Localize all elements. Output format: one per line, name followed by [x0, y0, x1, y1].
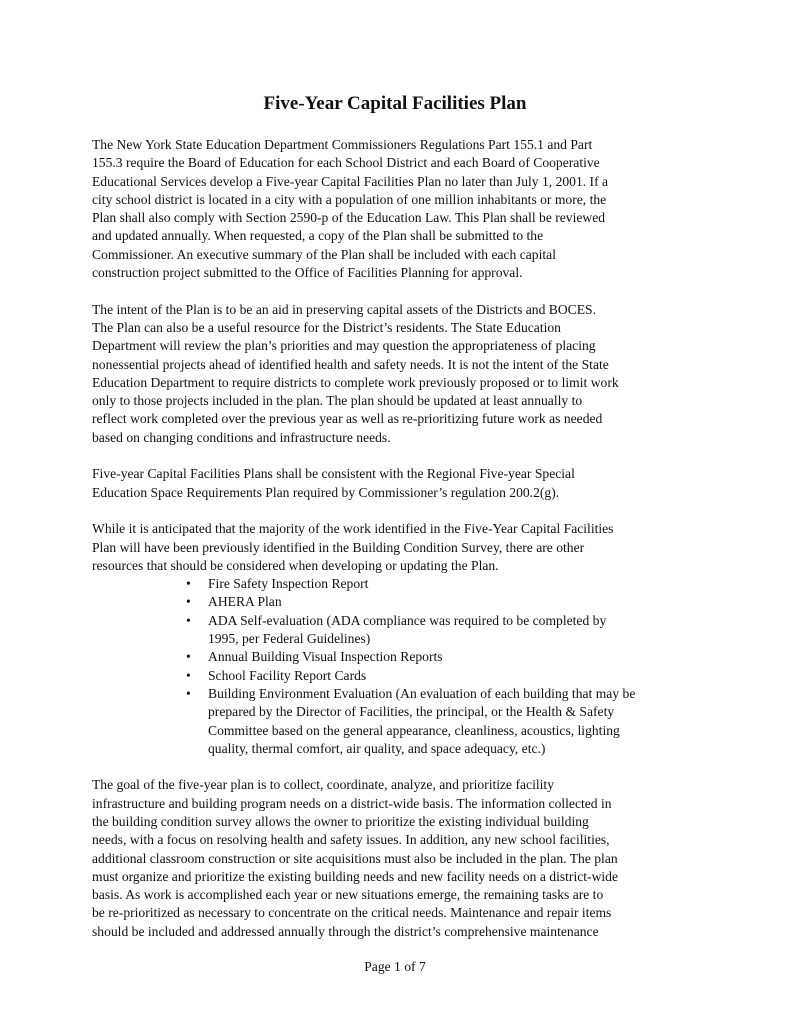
intent-paragraph — [92, 301, 702, 447]
text-line: only to those projects included in the plan. The plan should be updated at least annually to — [92, 393, 583, 409]
list-item — [92, 612, 702, 649]
text-line: Fire Safety Inspection Report — [208, 576, 369, 592]
text-line: ADA Self-evaluation (ADA compliance was required to be completed by — [208, 612, 607, 628]
text-line: Building Environment Evaluation (An evaluation of each building that may be — [208, 685, 636, 701]
text-line: Education Department to require districts to complete work previously proposed or to limit work — [92, 374, 619, 390]
text-line: 155.3 require the Board of Education for each School District and each Board of Cooperative — [92, 155, 600, 171]
bullet-icon: • — [186, 612, 191, 628]
text-line: must organize and prioritize the existing building needs and new facility needs on a district-wide — [92, 868, 618, 884]
bullet-icon: • — [186, 594, 191, 610]
text-line: resources that should be considered when developing or updating the Plan. — [92, 557, 499, 573]
text-line: While it is anticipated that the majority of the work identified in the Five-Year Capital Facilities — [92, 521, 614, 537]
text-line: be re-prioritized as necessary to concentrate on the critical needs. Maintenance and repair items — [92, 905, 612, 921]
list-item — [92, 575, 702, 593]
resources-paragraph — [92, 520, 702, 575]
text-line: basis. As work is accomplished each year or new situations emerge, the remaining tasks are to — [92, 887, 604, 903]
intro-paragraph — [92, 136, 702, 282]
text-line: Annual Building Visual Inspection Reports — [208, 649, 443, 665]
document-body — [92, 136, 702, 959]
consistency-paragraph — [92, 465, 702, 502]
text-line: additional classroom construction or site acquisitions must also be included in the plan. The plan — [92, 850, 618, 866]
text-line: 1995, per Federal Guidelines) — [208, 631, 371, 647]
bullet-icon: • — [186, 685, 191, 701]
text-line: The New York State Education Department Commissioners Regulations Part 155.1 and Part — [92, 137, 593, 152]
text-line: based on changing conditions and infrastructure needs. — [92, 429, 391, 445]
text-line: nonessential projects ahead of identified health and safety needs. It is not the intent of the State — [92, 356, 609, 372]
text-line: AHERA Plan — [208, 594, 282, 610]
text-line: The goal of the five-year plan is to collect, coordinate, analyze, and prioritize facility — [92, 777, 554, 793]
text-line: School Facility Report Cards — [208, 667, 367, 683]
text-line: Commissioner. An executive summary of the Plan shall be included with each capital — [92, 246, 556, 262]
list-item — [92, 593, 702, 611]
text-line: The Plan can also be a useful resource for the District’s residents. The State Education — [92, 319, 561, 335]
bullet-icon: • — [186, 667, 191, 683]
resources-list — [92, 575, 702, 758]
text-line: should be included and addressed annually through the district’s comprehensive maintenance — [92, 923, 599, 939]
text-line: prepared by the Director of Facilities, the principal, or the Health & Safety — [208, 704, 615, 720]
text-line: Department will review the plan’s priorities and may question the appropriateness of placing — [92, 338, 596, 354]
text-line: infrastructure and building program needs on a district-wide basis. The information collected in — [92, 795, 612, 811]
text-line: construction project submitted to the Office of Facilities Planning for approval. — [92, 265, 523, 281]
list-item — [92, 685, 702, 758]
list-item — [92, 667, 702, 685]
text-line: Educational Services develop a Five-year Capital Facilities Plan no later than July 1, 2001. If a — [92, 173, 609, 189]
page-number: Page 1 of 7 — [364, 959, 426, 974]
bullet-icon: • — [186, 576, 191, 592]
text-line: Plan shall also comply with Section 2590-p of the Education Law. This Plan shall be reviewed — [92, 210, 606, 226]
text-line: Five-year Capital Facilities Plans shall be consistent with the Regional Five-year Special — [92, 466, 575, 482]
text-line: Education Space Requirements Plan required by Commissioner’s regulation 200.2(g). — [92, 484, 560, 500]
text-line: the building condition survey allows the owner to prioritize the existing individual building — [92, 813, 589, 829]
text-line: Plan will have been previously identified in the Building Condition Survey, there are other — [92, 539, 585, 555]
text-line: The intent of the Plan is to be an aid in preserving capital assets of the Districts and BOCES. — [92, 301, 596, 317]
text-line: reflect work completed over the previous year as well as re-prioritizing future work as needed — [92, 411, 603, 427]
list-item — [92, 648, 702, 666]
text-line: city school district is located in a city with a population of one million inhabitants or more, the — [92, 191, 607, 207]
text-line: and updated annually. When requested, a copy of the Plan shall be submitted to the — [92, 228, 544, 244]
goal-paragraph — [92, 776, 702, 941]
bullet-icon: • — [186, 649, 191, 665]
text-line: needs, with a focus on resolving health and safety issues. In addition, any new school facilities, — [92, 832, 610, 848]
text-line: Committee based on the general appearance, cleanliness, acoustics, lighting — [208, 722, 620, 738]
text-line: quality, thermal comfort, air quality, and space adequacy, etc.) — [208, 740, 546, 756]
page-title: Five-Year Capital Facilities Plan — [263, 93, 527, 114]
